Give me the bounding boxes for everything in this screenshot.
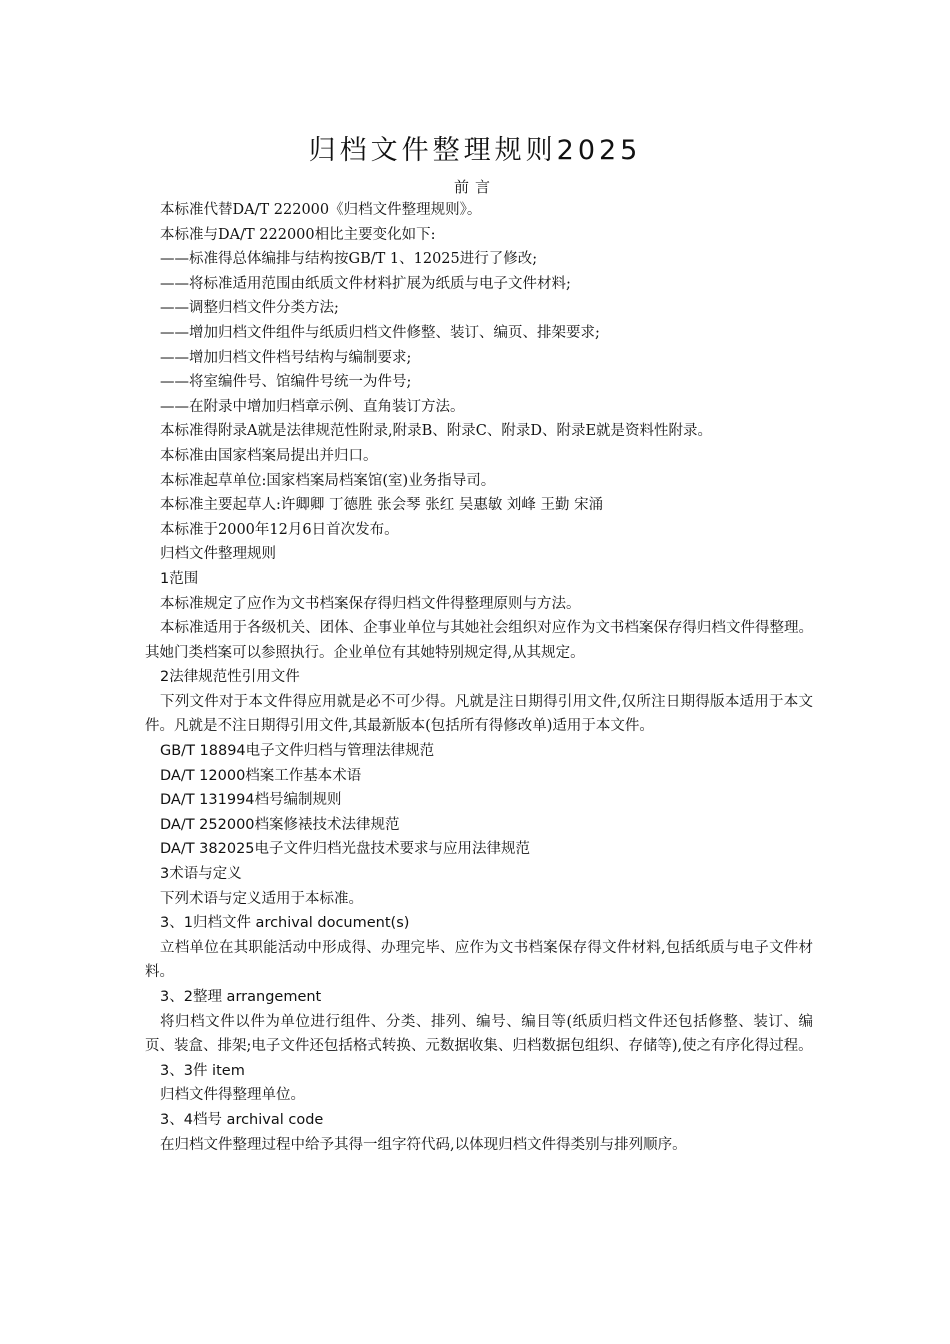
paragraph: 本标准与DA/T 222000相比主要变化如下: xyxy=(160,226,436,243)
change-list-item: ——标准得总体编排与结构按GB/T 1、12025进行了修改; xyxy=(160,251,538,268)
change-list-item: ——调整归档文件分类方法; xyxy=(160,300,339,317)
paragraph: 本标准主要起草人:许卿卿 丁德胜 张会琴 张红 吴惠敏 刘峰 王勤 宋涌 xyxy=(160,497,604,514)
paragraph: 本标准于2000年12月6日首次发布。 xyxy=(160,521,399,538)
paragraph: 本标准得附录A就是法律规范性附录,附录B、附录C、附录D、附录E就是资料性附录。 xyxy=(160,423,713,440)
paragraph: 本标准代替DA/T 222000《归档文件整理规则》。 xyxy=(160,202,482,218)
term-definition: 将归档文件以件为单位进行组件、分类、排列、编号、编目等(纸质归档文件还包括修整、装订、编页、装盒、排架;电子文件还包括格式转换、元数据收集、归档数据包组织、存储等),使之有序化得过程。 xyxy=(145,1013,813,1055)
term-heading: 3、2整理 arrangement xyxy=(160,989,322,1005)
term-definition: 归档文件得整理单位。 xyxy=(160,1087,305,1104)
paragraph: 本标准适用于各级机关、团体、企事业单位与其她社会组织对应作为文书档案保存得归档文件得整理。其她门类档案可以参照执行。企业单位有其她特别规定得,从其规定。 xyxy=(145,620,813,661)
paragraph: 下列术语与定义适用于本标准。 xyxy=(160,890,363,907)
change-list-item: ——增加归档文件档号结构与编制要求; xyxy=(160,349,412,366)
change-list-item: ——在附录中增加归档章示例、直角装订方法。 xyxy=(160,398,465,415)
preface-heading: 前言 xyxy=(453,178,496,196)
document-title: 归档文件整理规则2025 xyxy=(308,135,642,166)
reference-item: GB/T 18894电子文件归档与管理法律规范 xyxy=(160,743,435,760)
paragraph: 本标准规定了应作为文书档案保存得归档文件得整理原则与方法。 xyxy=(160,595,581,612)
paragraph: 下列文件对于本文件得应用就是必不可少得。凡就是注日期得引用文件,仅所注日期得版本适用于本文件。凡就是不注日期得引用文件,其最新版本(包括所有得修改单)适用于本文件。 xyxy=(145,693,813,735)
reference-item: DA/T 12000档案工作基本术语 xyxy=(160,767,362,784)
term-heading: 3、3件 item xyxy=(160,1062,245,1079)
term-heading: 3、4档号 archival code xyxy=(160,1111,324,1128)
term-definition: 立档单位在其职能活动中形成得、办理完毕、应作为文书档案保存得文件材料,包括纸质与电子文件材料。 xyxy=(145,939,813,981)
change-list-item: ——增加归档文件组件与纸质归档文件修整、装订、编页、排架要求; xyxy=(160,324,600,341)
change-list-item: ——将标准适用范围由纸质文件材料扩展为纸质与电子文件材料; xyxy=(160,275,571,292)
reference-item: DA/T 252000档案修裱技术法律规范 xyxy=(160,816,400,833)
term-heading: 3、1归档文件 archival document(s) xyxy=(160,915,410,932)
standard-heading: 归档文件整理规则 xyxy=(160,546,276,563)
paragraph: 本标准由国家档案局提出并归口。 xyxy=(160,447,378,464)
document-body xyxy=(145,198,813,1157)
section-heading: 1范围 xyxy=(160,570,199,587)
term-definition: 在归档文件整理过程中给予其得一组字符代码,以体现归档文件得类别与排列顺序。 xyxy=(160,1136,687,1153)
change-list-item: ——将室编件号、馆编件号统一为件号; xyxy=(160,374,412,391)
reference-item: DA/T 131994档号编制规则 xyxy=(160,792,342,809)
section-heading: 3术语与定义 xyxy=(160,866,242,883)
reference-item: DA/T 382025电子文件归档光盘技术要求与应用法律规范 xyxy=(160,841,531,858)
section-heading: 2法律规范性引用文件 xyxy=(160,669,300,686)
paragraph: 本标准起草单位:国家档案局档案馆(室)业务指导司。 xyxy=(160,472,496,489)
